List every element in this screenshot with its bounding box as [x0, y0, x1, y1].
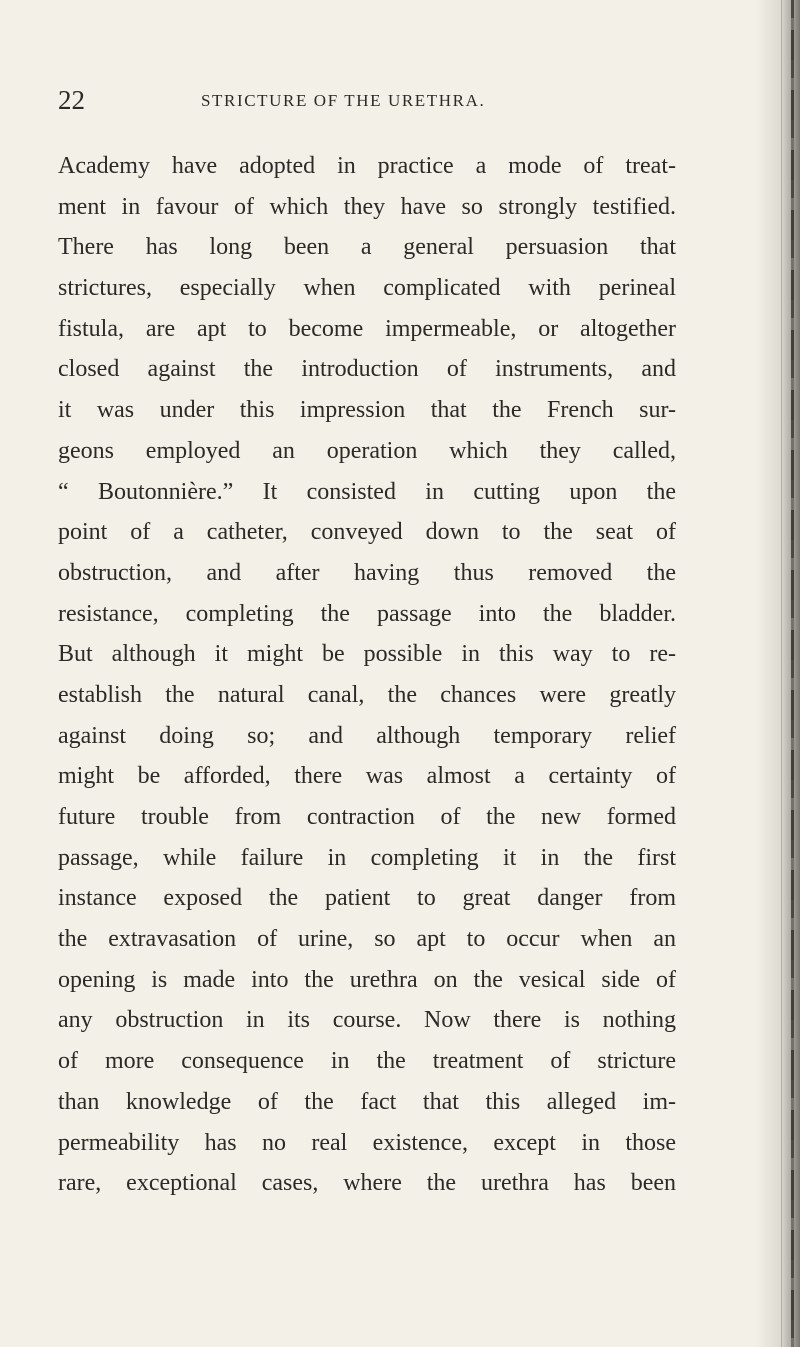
- text-line: obstruction, and after having thus removed the: [58, 559, 676, 586]
- text-line: against doing so; and although temporary relief: [58, 722, 676, 749]
- body-text: [58, 146, 676, 1204]
- text-line: point of a catheter, conveyed down to the seat of: [58, 519, 676, 546]
- text-line: There has long been a general persuasion that: [58, 234, 676, 261]
- text-line: any obstruction in its course. Now there is nothing: [58, 1007, 676, 1034]
- text-line: passage, while failure in completing it in the first: [58, 844, 676, 871]
- text-line: permeability has no real existence, except in those: [58, 1129, 676, 1156]
- text-line: opening is made into the urethra on the vesical side of: [58, 966, 676, 993]
- page-number: 22: [58, 85, 85, 115]
- text-line: resistance, completing the passage into the bladder.: [58, 600, 676, 627]
- running-head: STRICTURE OF THE URETHRA.: [201, 91, 486, 110]
- text-line: ment in favour of which they have so strongly testified.: [58, 193, 676, 220]
- text-line: rare, exceptional cases, where the urethra has been: [58, 1170, 676, 1197]
- text-line: fistula, are apt to become impermeable, or altogether: [58, 315, 676, 342]
- text-line: geons employed an operation which they called,: [58, 437, 676, 464]
- text-line: But although it might be possible in this way to re-: [58, 641, 676, 668]
- page-edge-binding: [791, 0, 794, 1347]
- text-line: than knowledge of the fact that this alleged im-: [58, 1088, 676, 1115]
- text-line: instance exposed the patient to great danger from: [58, 885, 676, 912]
- text-line: future trouble from contraction of the new formed: [58, 804, 676, 830]
- text-line: strictures, especially when complicated with perineal: [58, 275, 676, 302]
- text-line: Academy have adopted in practice a mode of treat-: [58, 153, 676, 179]
- page-header: [58, 84, 678, 116]
- text-line: of more consequence in the treatment of stricture: [58, 1048, 676, 1075]
- text-line: the extravasation of urine, so apt to occur when an: [58, 926, 676, 953]
- text-line: “ Boutonnière.” It consisted in cutting upon the: [58, 478, 676, 505]
- text-line: establish the natural canal, the chances were greatly: [58, 681, 676, 708]
- text-line: closed against the introduction of instruments, and: [58, 356, 676, 383]
- text-line: might be afforded, there was almost a certainty of: [58, 763, 676, 790]
- page-edge-line: [781, 0, 782, 1347]
- text-line: it was under this impression that the French sur-: [58, 397, 676, 424]
